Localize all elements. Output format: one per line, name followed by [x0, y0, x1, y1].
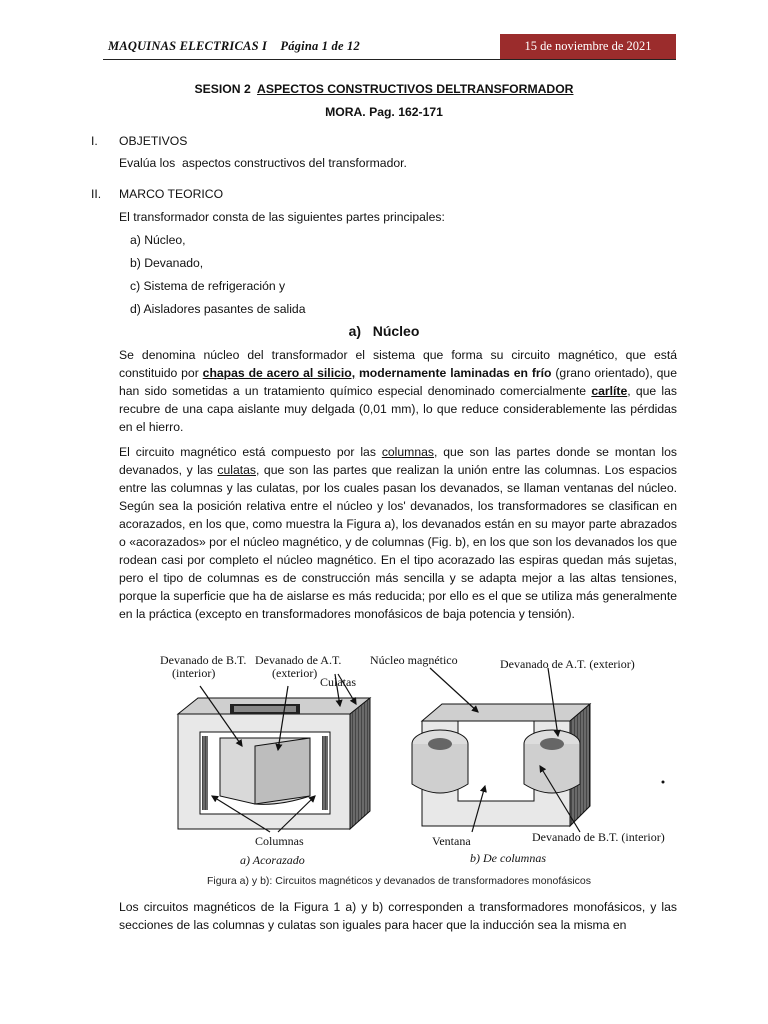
nucleo-heading: a) Núcleo — [348, 323, 420, 339]
nucleo-paragraph-1 — [119, 346, 677, 436]
text-underlined: columnas — [381, 445, 434, 459]
page-header — [103, 34, 676, 59]
objetivos-text: Evalúa los aspectos constructivos del transformador. — [119, 156, 407, 170]
list-item: c) Sistema de refrigeración y — [130, 279, 286, 293]
document-title — [0, 80, 768, 98]
session-label: SESION 2 — [194, 82, 251, 96]
list-item: a) Núcleo, — [130, 233, 186, 247]
text-run: , que son las partes que realizan la unión entre las columnas. Los espacios entre las columnas y las culatas, por los cuales pasan los devanados, se llaman ventanas del núcleo. Según sea la posición relativa entre el núcleo y los' devanados, los transformadores se clasifican en acorazados, en los que, como muestra la Figura a), los devanados están en su mayor parte abrazados o «acorazados» por el núcleo magnético, y de columnas (Fig. b), en los que son los devanados los que rodean casi por completo el núcleo magnético. En el tipo acorazado las espiras quedan más sujetas, pero el tipo de columnas es de construcción más sencilla y se adapta mejor a las altas tensiones, porque la superficie que ha de aislarse es más reducida; por ello es el que se utiliza más generalmente en la práctica (excepto en transformadores monofásicos de baja potencia y tensión). — [119, 463, 677, 621]
session-topic: ASPECTOS CONSTRUCTIVOS DELTRANSFORMADOR — [257, 82, 574, 96]
section-number-2: II. — [91, 187, 102, 201]
reference: MORA. Pag. 162-171 — [325, 105, 443, 119]
list-item: d) Aisladores pasantes de salida — [130, 302, 306, 316]
shell-core-drawing — [178, 698, 370, 829]
text-run: , que las recubre de una capa aislante muy delgada (0,01 mm), lo que reduce considerablemente las pérdidas en el hierro. — [119, 384, 677, 434]
label-nucleo-magnetico: Núcleo magnético — [370, 653, 458, 667]
label-columnas: Columnas — [255, 834, 304, 848]
label-dev-at: Devanado de A.T. — [255, 653, 342, 667]
header-rule — [103, 59, 676, 60]
section-title-objetivos: OBJETIVOS — [119, 134, 188, 148]
label-dev-at-exterior: Devanado de A.T. (exterior) — [500, 657, 635, 671]
text-underlined: culatas — [217, 463, 256, 477]
text-emphasis: modernamente laminadas en frío — [355, 366, 552, 380]
nucleo-paragraph-2 — [119, 443, 677, 623]
text-run: (grano orientado), que han sido sometidas a un tratamiento químico especial denominado comercialmente — [119, 366, 677, 398]
label-dev-bt: Devanado de B.T. — [160, 653, 247, 667]
header-date: 15 de noviembre de 2021 — [500, 34, 676, 59]
text-emphasis: chapas de acero al silicio, — [202, 366, 356, 380]
section-title-marco: MARCO TEORICO — [119, 187, 224, 201]
list-item: b) Devanado, — [130, 256, 204, 270]
header-title: MAQUINAS ELECTRICAS I Página 1 de 12 — [108, 39, 360, 53]
label-ventana: Ventana — [432, 834, 471, 848]
label-dev-bt-interior: Devanado de B.T. (interior) — [532, 830, 665, 844]
label-de-columnas: b) De columnas — [470, 851, 546, 865]
label-culatas: Culatas — [320, 675, 356, 689]
transformer-illustration — [160, 646, 685, 872]
label-dev-bt-sub: (interior) — [172, 666, 216, 680]
section-number-1: I. — [91, 134, 98, 148]
label-acorazado: a) Acorazado — [240, 853, 305, 867]
figure-caption: Figura a) y b): Circuitos magnéticos y devanados de transformadores monofásicos — [206, 875, 591, 887]
core-type-drawing — [412, 704, 590, 826]
transformer-figure — [160, 646, 685, 872]
label-dev-at-sub: (exterior) — [272, 666, 318, 680]
nucleo-paragraph-3: Los circuitos magnéticos de la Figura 1 a) y b) corresponden a transformadores monofásicos, y las secciones de las columnas y culatas son iguales para hacer que la inducción sea la misma en — [119, 900, 677, 932]
text-run: El circuito magnético está compuesto por las — [119, 445, 382, 459]
text-run: Se denomina núcleo del transformador el sistema que forma su circuito magnético, que está constituido por — [119, 348, 677, 380]
text-emphasis: carlíte — [591, 384, 628, 398]
text-run: , que son las partes donde se montan los devanados, y las — [119, 445, 677, 477]
marco-intro: El transformador consta de las siguientes partes principales: — [119, 210, 445, 224]
